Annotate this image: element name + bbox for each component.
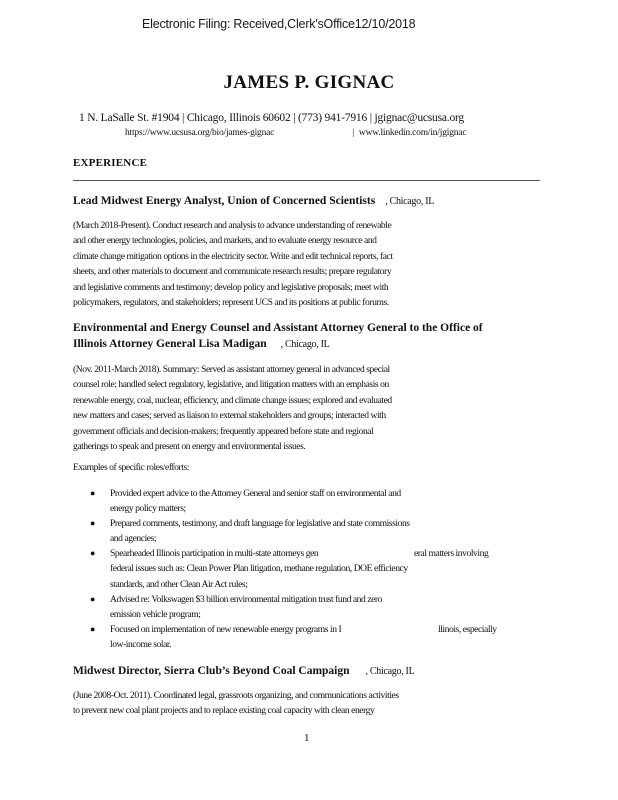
description-line: (June 2008-Oct. 2011). Coordinated legal, grassroots organizing, and communications activities [73,690,399,701]
job-title-ucs [73,195,434,207]
description-line: sheets, and other materials to document and communicate research results; prepare regulatory [73,266,392,278]
job-title-text: Lead Midwest Energy Analyst, Union of Concerned Scientists [73,195,376,207]
bullet-line: emission vehicle program; [110,609,201,621]
bullet-icon: ● [90,488,95,498]
job-description-ag [73,362,403,454]
bullet-line: Focused on implementation of new renewable energy programs in I [110,624,342,635]
job-title-sierra [73,665,414,677]
bullet-line: low-income solar. [110,639,172,651]
filing-stamp: Electronic Filing: Received,Clerk'sOffice12/10/2018 [142,17,416,31]
resume-name: JAMES P. GIGNAC [223,72,395,93]
section-heading-experience: EXPERIENCE [73,157,148,169]
bullet-line: federal issues such as: Clean Power Plan litigation, methane regulation, DOE efficiency [110,563,408,575]
description-line: and legislative comments and testimony; develop policy and legislative proposals; meet with [73,281,389,293]
page-number: 1 [304,732,310,744]
job-title-ag-line1: Environmental and Energy Counsel and Assistant Attorney General to the Office of [73,322,483,334]
job-location: , Chicago, IL [385,196,435,207]
section-divider [73,180,540,181]
bullet-line-continued: eral matters involving [414,548,489,559]
bullet-line-continued: llinois, especially [438,624,497,635]
bullet-line: Spearheaded Illinois participation in multi-state attorneys gen [110,548,319,559]
description-line: policymakers, regulators, and stakeholders; represent UCS and its positions at public forums. [73,297,389,309]
job-title-ag-line2 [73,338,329,350]
ucs-profile-link[interactable]: https://www.ucsusa.org/bio/james-gignac [125,128,275,138]
bullet-line: and agencies; [110,533,157,545]
bullet-line: Provided expert advice to the Attorney General and senior staff on environmental and [110,488,401,499]
description-line: to prevent new coal plant projects and to replace existing coal capacity with clean energy [73,705,375,717]
description-line: counsel role; handled select regulatory, legislative, and litigation matters with an emphasis on [73,379,389,391]
description-line: renewable energy, coal, nuclear, efficiency, and climate change issues; explored and evaluated [73,394,392,406]
job-location: , Chicago, IL [365,666,415,677]
linkedin-link[interactable]: www.linkedin.com/in/jgignac [358,128,467,138]
bullet-line: Prepared comments, testimony, and draft language for legislative and state commissions [110,518,410,529]
examples-heading: Examples of specific roles/efforts: [73,462,189,473]
links-line [125,128,466,138]
links-separator: | [352,128,354,138]
bullet-line: standards, and other Clean Air Act rules; [110,578,248,590]
bullet-line: Advised re: Volkswagen $3 billion environmental mitigation trust fund and zero [110,594,383,605]
description-line: government officials and decision-makers; frequently appeared before state and regional [73,425,374,437]
bullet-icon: ● [90,594,95,604]
description-line: (Nov. 2011-March 2018). Summary: Served as assistant attorney general in advanced special [73,364,390,375]
description-line: gatherings to speak and present on energy and environmental issues. [73,441,306,453]
description-line: (March 2018-Present). Conduct research and analysis to advance understanding of renewable [73,220,392,231]
job-title-text: Illinois Attorney General Lisa Madigan [73,338,267,350]
contact-line: 1 N. LaSalle St. #1904 | Chicago, Illinois 60602 | (773) 941-7916 | jgignac@ucsusa.org [79,112,464,124]
job-title-text: Midwest Director, Sierra Club’s Beyond Coal Campaign [73,665,350,677]
bullet-line: energy policy matters; [110,503,186,515]
description-line: and other energy technologies, policies, and markets, and to evaluate energy resource and [73,235,377,247]
bullet-icon: ● [90,518,95,528]
bullet-icon: ● [90,624,95,634]
job-description-sierra [73,688,403,719]
bullet-icon: ● [90,548,95,558]
description-line: new matters and cases; served as liaison to external stakeholders and groups; interacted with [73,410,386,422]
job-description-ucs [73,218,403,310]
description-line: climate change mitigation options in the electricity sector. Write and edit technical reports, fact [73,250,393,262]
job-location: , Chicago, IL [280,339,330,350]
